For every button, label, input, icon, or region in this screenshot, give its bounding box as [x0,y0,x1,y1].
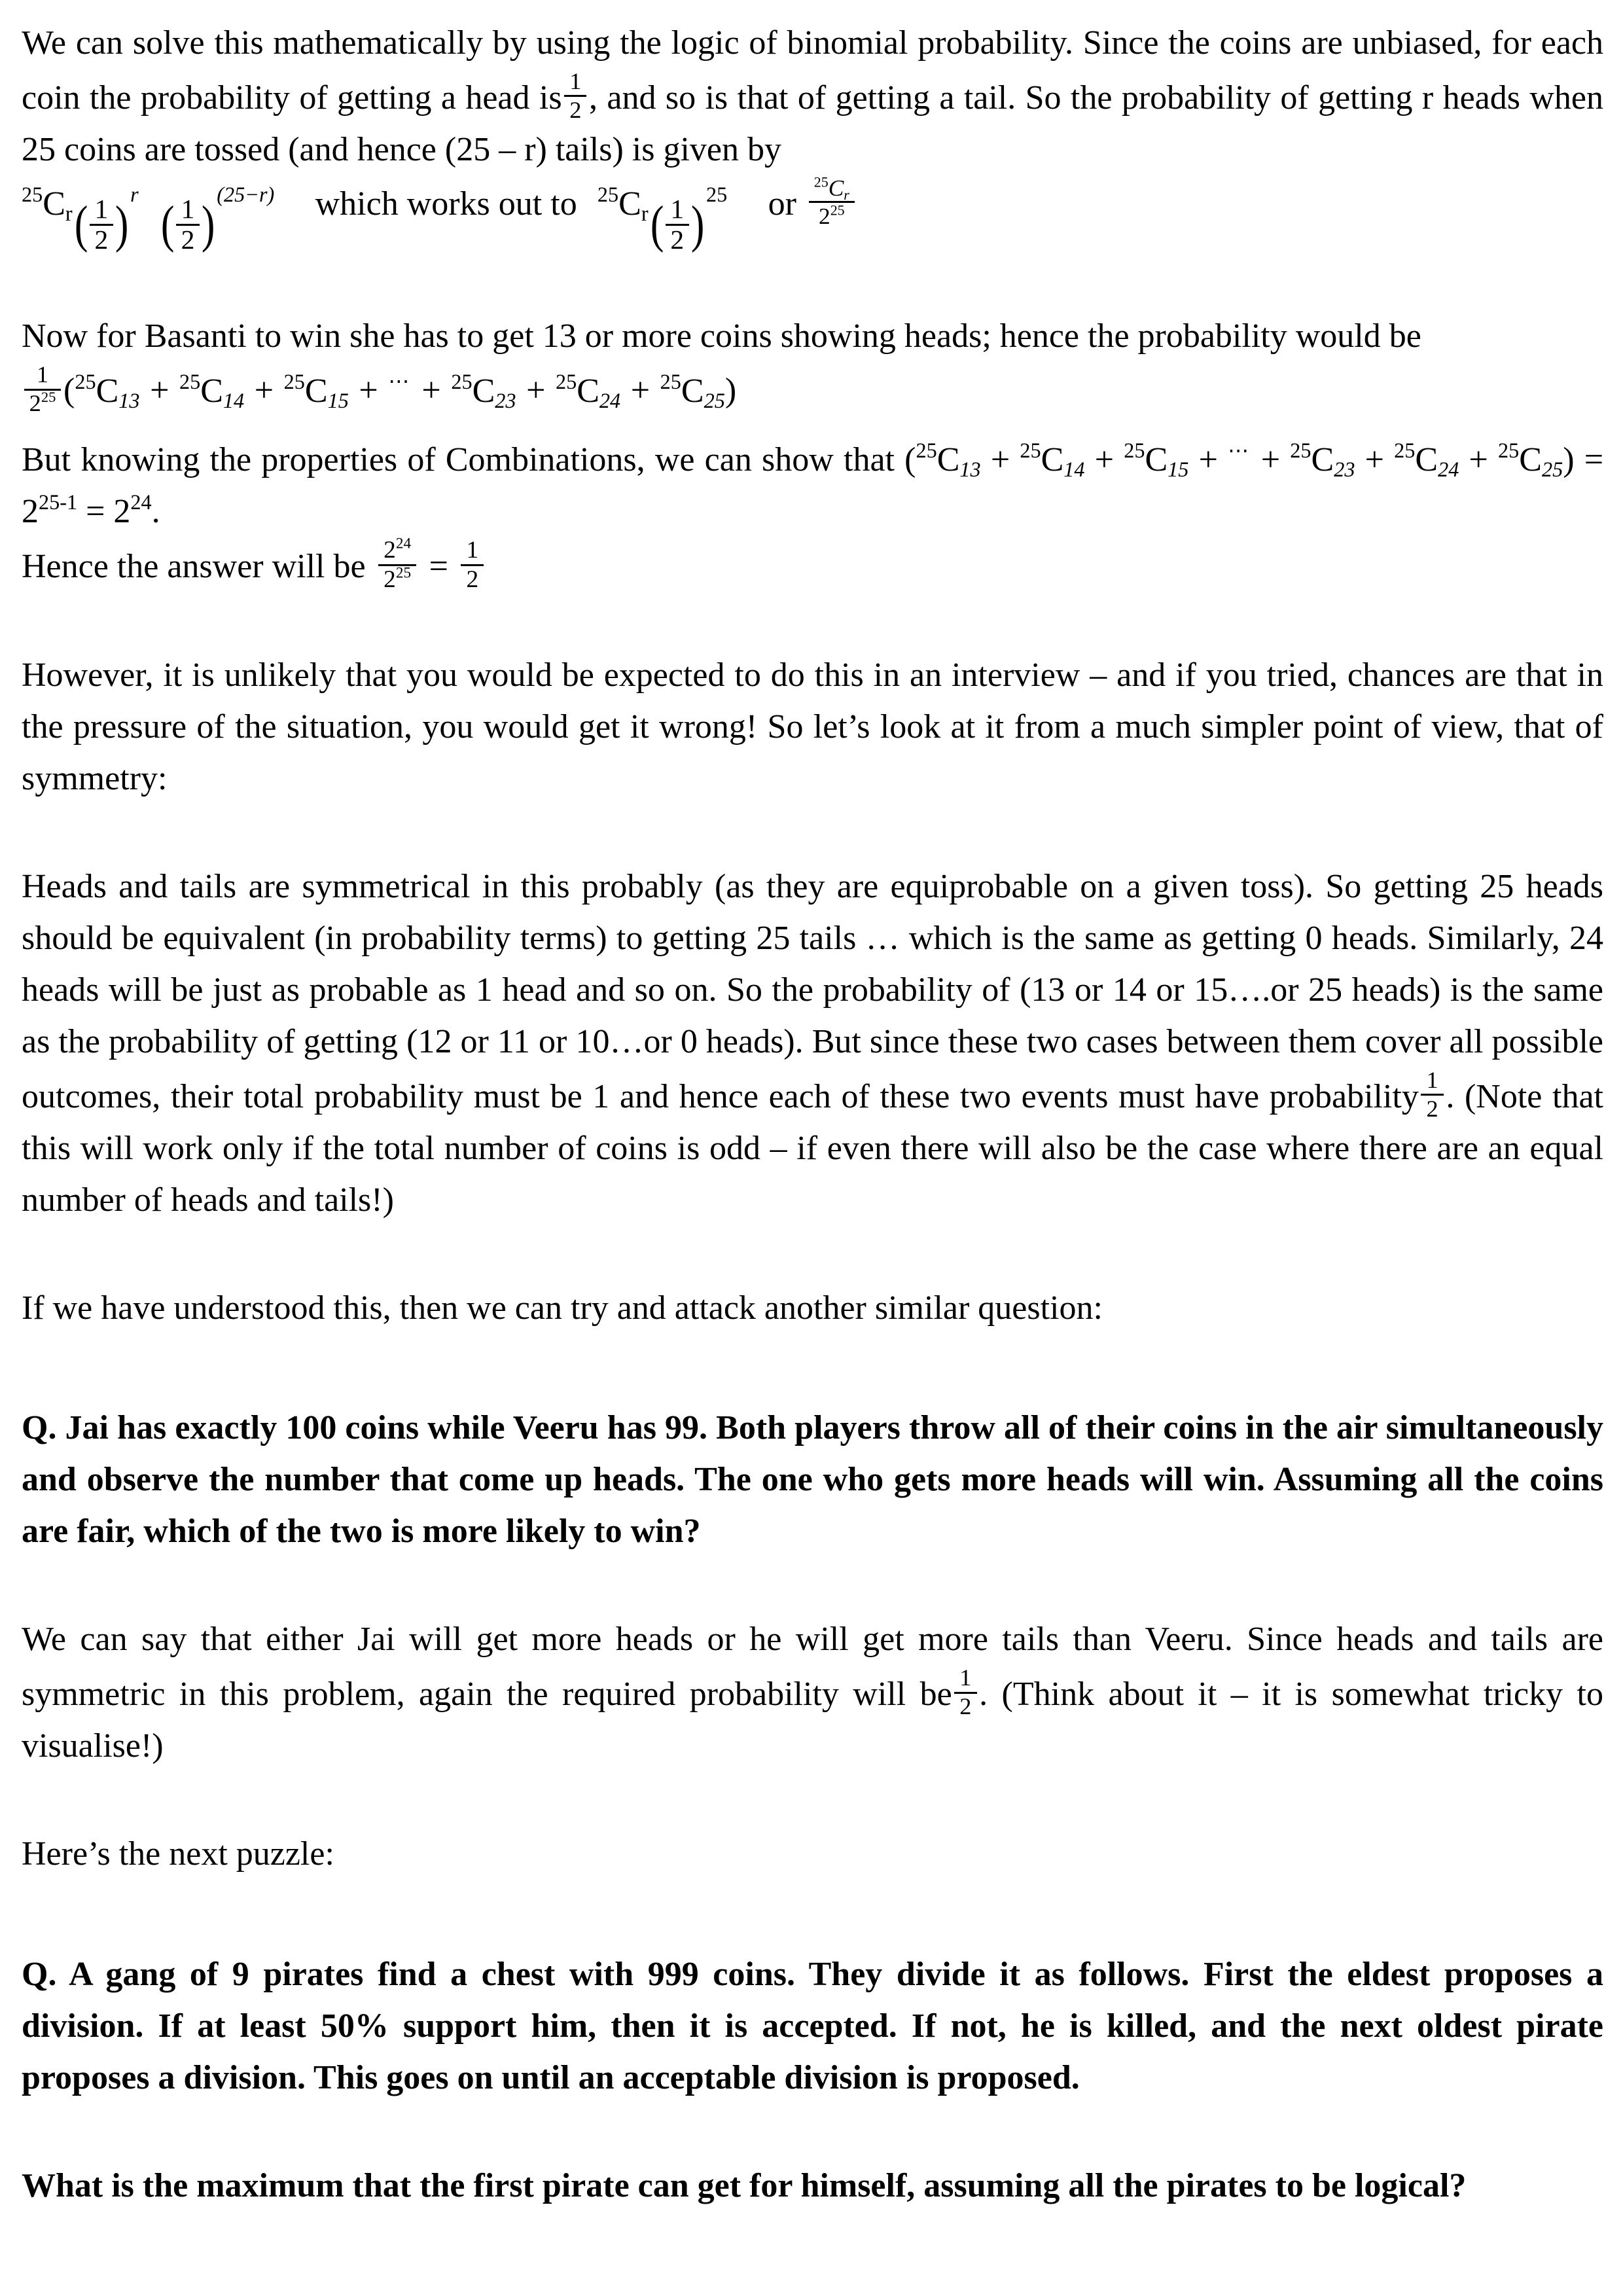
formula-sum-of-combinations [22,362,1603,416]
power-2-24 [113,490,152,530]
paragraph-3-lead: But knowing the properties of Combinations, we can show that ( [22,440,916,478]
equals-sign: = [86,492,105,530]
denominator-superscript: 25 [41,389,56,406]
combination-subscript: 14 [223,388,245,412]
inline-fraction-one-half [564,69,586,123]
denominator-superscript: 25 [395,564,412,582]
parenthesized-fraction-half-2 [159,195,217,254]
combination-superscript: 25 [597,183,619,207]
plus-sign: + [359,372,378,410]
combination-subscript: 15 [1168,457,1189,481]
combination-c: C [472,372,495,410]
combination-superscript: 25 [451,369,473,393]
combination-superscript: 25 [22,183,43,207]
fraction-denominator: 2 [1421,1094,1443,1122]
fraction-25Cr-over-2-25 [809,175,855,228]
open-paren: ( [63,372,75,410]
spacer [22,804,1603,861]
paragraph-jai-veeru-answer [22,1613,1603,1772]
fraction-numerator [809,173,855,204]
combination-c: C [1311,440,1334,478]
combination-subscript: 24 [1438,457,1459,481]
paragraph-7-part-b: . (Think about it – it is somewhat tricky to visualise!) [22,1676,1604,1765]
left-paren-icon: ( [650,196,664,253]
combination-subscript: r [65,202,73,226]
combination-c: C [936,440,960,478]
combination-subscript: r [641,202,649,226]
plus-sign: + [254,372,274,410]
combination-term [660,369,725,412]
fraction-denominator: 2 [90,224,113,255]
combination-c: C [304,372,328,410]
formula-lead-text: Hence the answer will be [22,547,366,585]
combination-term [75,369,140,412]
combination-subscript: 15 [327,388,349,412]
fraction-numerator: 1 [36,361,49,388]
formula-mid-text: which works out to [315,185,577,223]
combination-subscript: 23 [1334,457,1355,481]
fraction-2-24-over-2-25 [378,537,416,593]
period: . [151,492,160,530]
combination-subscript: 25 [704,388,725,412]
numerator-superscript: 25 [813,173,829,190]
numerator-base: 2 [383,536,396,564]
combination-term [1290,438,1355,481]
paragraph-5-part-b: . (Note that this will work only if the total number of coins is odd – if even there will also be the case where there are an equal number of heads and tails!) [22,1078,1603,1219]
spacer [22,1334,1603,1402]
paragraph-interview-note: However, it is unlikely that you would be expected to do this in an interview – and if you tried, chances are that in the pressure of the situation, you would get it wrong! So let’s look at it from a much simpler point of view, that of symmetry: [22,656,1603,798]
spacer [22,2104,1603,2160]
paragraph-1-part-a: We can solve this mathematically by using the logic of binomial probability. Since the coins are unbiased, for each coin the probability of getting a head is [22,24,1603,117]
fraction-one-half [666,195,689,254]
fraction-numerator: 1 [569,68,582,95]
parenthesized-fraction-half-1 [73,195,130,254]
spacer [22,593,1603,649]
combination-term [1124,438,1189,481]
paragraph-1-part-b: , and so is that of getting a tail. So the probability of getting r heads when 25 coins are tossed (and hence (25 – r) tails) is given by [22,79,1604,168]
combination-subscript: 25 [1541,457,1563,481]
plus-sign: + [526,372,546,410]
combination-superscript: 25 [283,369,305,393]
inline-fraction-one-half [1421,1067,1443,1122]
fraction-numerator: 1 [959,1664,972,1691]
fraction-denominator: 2 [176,224,200,255]
fraction-denominator: 2 [666,224,689,255]
paragraph-next-puzzle-intro: Here’s the next puzzle: [22,1835,334,1873]
spacer [22,417,1603,434]
denominator-base: 2 [29,390,41,417]
fraction-one-half-result [461,537,484,593]
fraction-denominator: 2 [954,1692,976,1720]
combination-superscript: 25 [660,369,681,393]
combination-c: C [1145,440,1168,478]
combination-superscript: 25 [556,369,577,393]
combination-term [916,438,981,481]
power-base: 2 [113,492,131,530]
power-exponent: 25-1 [39,490,78,514]
combination-superscript: 25 [179,369,201,393]
combination-c: C [43,185,65,223]
fraction-denominator [809,201,855,228]
parenthesized-fraction-half-3 [649,195,706,254]
fraction-numerator: 1 [94,194,109,224]
combination-superscript: 25 [75,369,96,393]
combination-subscript: 13 [118,388,140,412]
combination-superscript: 25 [1290,438,1311,462]
combination-term [451,369,516,412]
combination-term [1394,438,1459,481]
paragraph-symmetry-argument [22,861,1603,1226]
power-exponent: 24 [130,490,152,514]
power-base: 2 [22,492,39,530]
fraction-numerator [378,537,416,564]
combination-25-Cr-2 [597,183,649,226]
combination-superscript: 25 [1020,438,1041,462]
paragraph-7-part-a: We can say that either Jai will get more heads or he will get more tails than Veeru. Since heads and tails are symmetric in this problem, again the required probability will be [22,1621,1603,1713]
combination-superscript: 25 [1394,438,1416,462]
numerator-c: C [828,175,844,202]
paragraph-basanti-win: Now for Basanti to win she has to get 13 or more coins showing heads; hence the probability would be [22,317,1421,355]
plus-sign: + [421,372,441,410]
fraction-one-over-2-25 [24,362,62,416]
combination-c: C [577,372,599,410]
spacer [22,1226,1603,1282]
close-paren: ) [724,372,737,410]
formula-final-answer [22,537,1603,593]
power-2-25-minus-1 [22,490,78,530]
combination-c: C [200,372,223,410]
plus-sign: + [150,372,169,410]
combination-superscript: 25 [916,438,937,462]
fraction-numerator: 1 [1426,1067,1438,1094]
exponent-r: r [130,183,139,207]
exponent-25-minus-r: (25−r) [217,183,275,207]
equals-sign: = [429,547,448,585]
ellipsis-icon: ⋯ [1228,438,1251,462]
fraction-denominator: 2 [564,95,586,123]
combination-subscript: 14 [1063,457,1085,481]
combination-c: C [1041,440,1064,478]
fraction-denominator: 2 [461,564,484,593]
close-paren: ) [1563,440,1575,478]
spacer [22,1557,1603,1613]
combination-c: C [681,372,704,410]
combination-c: C [1519,440,1542,478]
paragraph-combination-property: But knowing the properties of Combinations, we can show that $(^{25}C_{13} + ^{25}C_{14} + ^{25}C_{15} + ^\cdots + ^{25}C_{23} + ^{25}C_{24} + ^{25}C_{25}) = 2^{25-1} = 2^{24}$. [22,438,1604,530]
combination-term [1498,438,1563,481]
formula-binomial-probability [22,175,1603,254]
fraction-denominator [378,564,416,593]
combination-c: C [96,372,119,410]
right-paren-icon: ) [115,196,129,253]
inline-fraction-one-half [954,1665,976,1719]
or-text: or [768,185,796,223]
combination-superscript: 25 [1498,438,1520,462]
equals-sign: = [1584,440,1604,478]
paragraph-binomial-intro [22,17,1603,175]
combination-subscript: 24 [599,388,621,412]
combination-superscript: 25 [1124,438,1145,462]
plus-sign: + [630,372,651,410]
question-pirates-maximum: What is the maximum that the first pirate can get for himself, assuming all the pirates to be logical? [22,2166,1467,2204]
combination-term [1020,438,1085,481]
combination-term [283,369,349,412]
fraction-one-half [176,195,200,254]
exponent-25: 25 [705,183,728,207]
combination-term [556,369,621,412]
combination-25-Cr [22,183,73,226]
fraction-numerator: 1 [670,194,685,224]
left-paren-icon: ( [74,196,88,253]
right-paren-icon: ) [690,196,705,253]
spacer [22,254,1603,310]
combination-subscript: 23 [495,388,516,412]
left-paren-icon: ( [160,196,175,253]
numerator-superscript: 24 [395,535,412,552]
question-pirates-division: Q. A gang of 9 pirates find a chest with 999 coins. They divide it as follows. First the eldest proposes a division. If at least 50% support him, then it is accepted. If not, he is killed, and the next oldest pirate proposes a division. This goes on until an acceptable division is proposed. [22,1955,1603,2096]
fraction-numerator: 1 [181,194,195,224]
denominator-base: 2 [383,565,396,593]
denominator-base: 2 [819,202,830,229]
combination-subscript: 13 [959,457,981,481]
denominator-superscript: 25 [830,202,845,219]
spacer [22,1880,1603,1948]
right-paren-icon: ) [201,196,215,253]
paragraph-5-part-a: Heads and tails are symmetrical in this probably (as they are equiprobable on a given toss). So getting 25 heads should be equivalent (in probability terms) to getting 25 tails … which is the same as getting 0 heads. Similarly, 24 heads will be just as probable as 1 head and so on. So the probability of (13 or 14 or 15….or 25 heads) is the same as the probability of getting (12 or 11 or 10…or 0 heads). But since these two cases between them cover all possible outcomes, their total probability must be 1 and hence each of these two events must have probability [22,868,1603,1116]
fraction-denominator [24,389,62,417]
fraction-numerator: 1 [466,536,479,564]
combination-c: C [618,185,641,223]
numerator-subscript: r [844,187,849,204]
fraction-one-half [90,195,113,254]
question-jai-veeru: Q. Jai has exactly 100 coins while Veeru has 99. Both players throw all of their coins in the air simultaneously and observe the number that come up heads. The one who gets more heads will win. Assuming all the coins are fair, which of the two is more likely to win? [22,1409,1603,1551]
spacer [22,1772,1603,1828]
ellipsis-icon: ⋯ [388,369,412,393]
paragraph-next-question-intro: If we have understood this, then we can try and attack another similar question: [22,1289,1103,1327]
combination-c: C [1415,440,1438,478]
combination-term [179,369,245,412]
